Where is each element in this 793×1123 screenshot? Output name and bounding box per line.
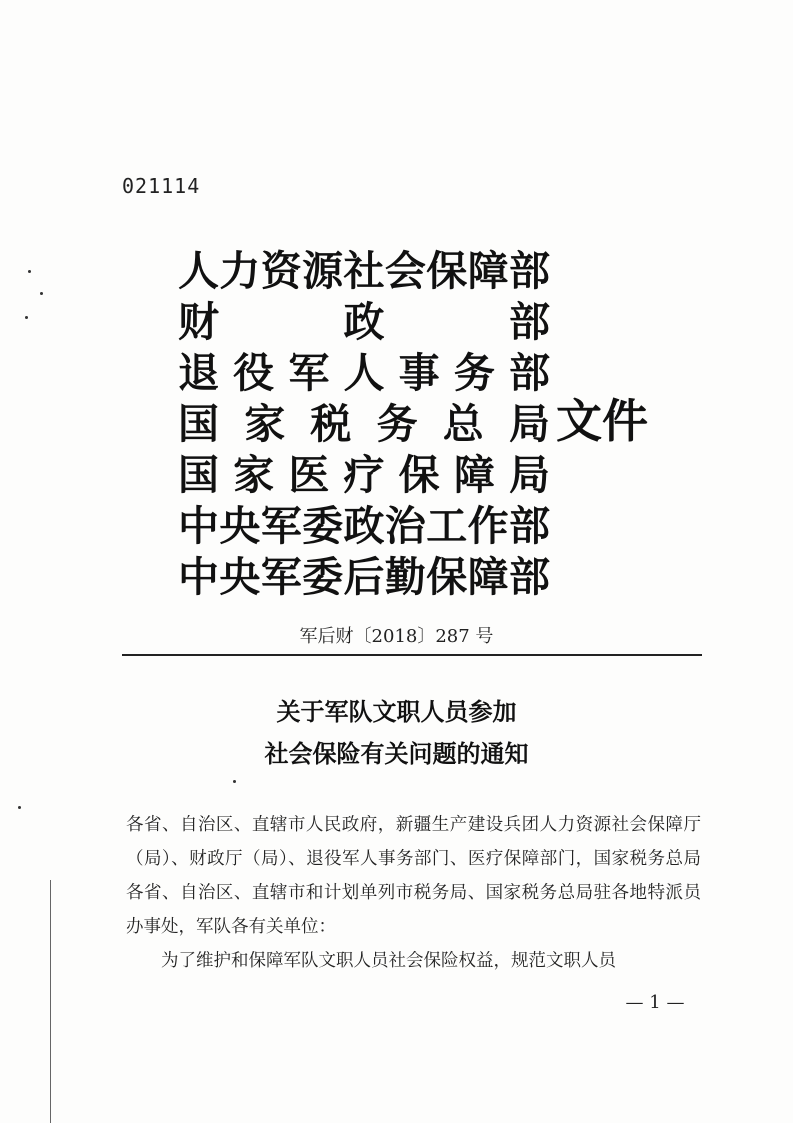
issuer-line: 国家医疗保障局: [178, 451, 550, 499]
document-code: 021114: [122, 174, 201, 198]
header-divider: [122, 654, 702, 656]
page-number: — 1 —: [625, 992, 685, 1013]
issuer-suffix: 文件: [556, 394, 648, 448]
scan-edge-line: [50, 880, 51, 1123]
issuer-line: 财政部: [178, 298, 550, 346]
issuer-line: 中央军委后勤保障部: [178, 553, 550, 601]
issuer-line: 退役军人事务部: [178, 349, 550, 397]
scan-speck: [233, 780, 236, 783]
issuer-line: 国家税务总局: [178, 400, 550, 448]
document-number: 军后财〔2018〕287 号: [299, 626, 494, 647]
scan-speck: [18, 806, 21, 809]
scan-speck: [40, 292, 43, 295]
scan-speck: [28, 270, 31, 273]
body-paragraph: 为了维护和保障军队文职人员社会保险权益，规范文职人员: [161, 951, 616, 971]
document-body: [126, 808, 701, 978]
issuer-line: 人力资源社会保障部: [178, 247, 550, 295]
document-title-line-2: 社会保险有关问题的通知: [264, 740, 529, 768]
issuing-agencies: [178, 246, 550, 603]
scan-speck: [25, 316, 28, 319]
salutation-paragraph: 各省、自治区、直辖市人民政府，新疆生产建设兵团人力资源社会保障厅（局）、财政厅（局）、退役军人事务部门、医疗保障部门，国家税务总局各省、自治区、直辖市和计划单列市税务局、国家税务总局驻各地特派员办事处，军队各有关单位：: [126, 815, 701, 937]
document-title-line-1: 关于军队文职人员参加: [276, 698, 517, 726]
issuer-line: 中央军委政治工作部: [178, 502, 550, 550]
